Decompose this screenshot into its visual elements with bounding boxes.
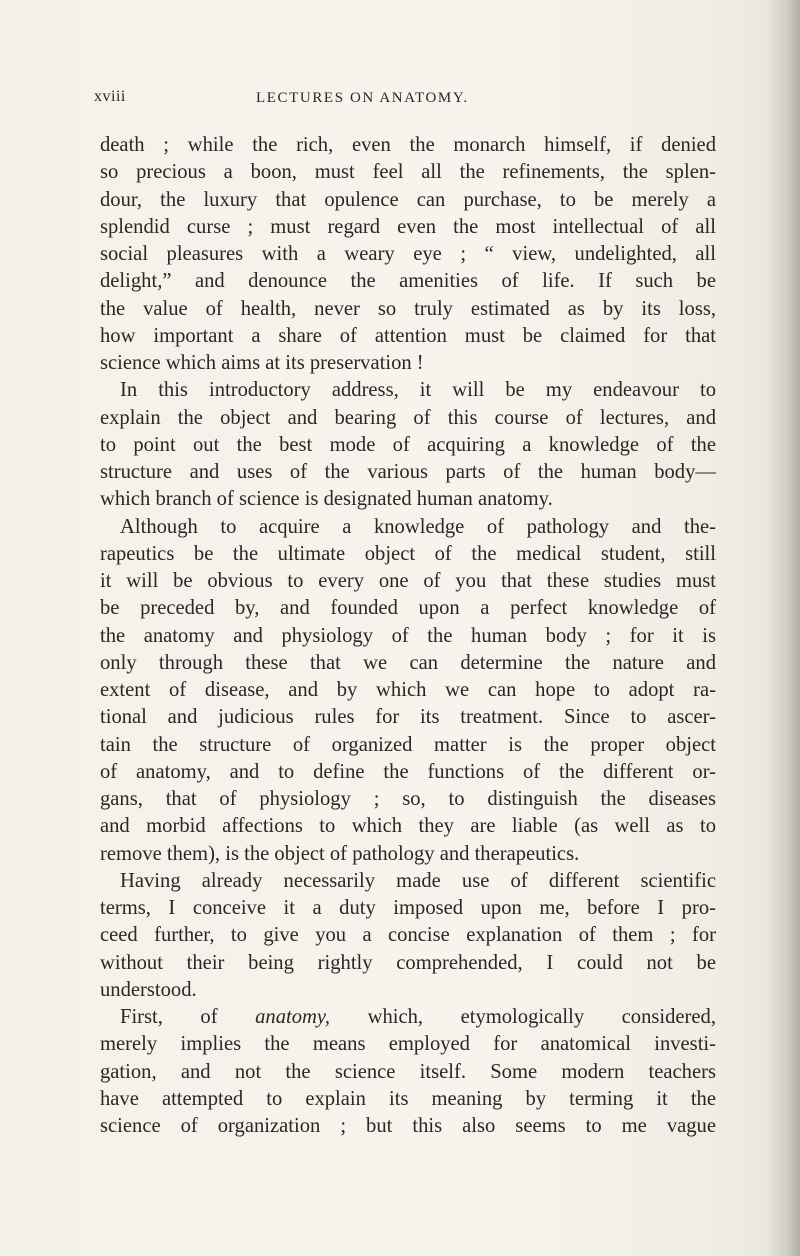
- text-line: of anatomy, and to define the functions of the different or-: [100, 760, 716, 783]
- text-line: ceed further, to give you a concise explanation of them ; for: [100, 924, 716, 947]
- page-header: [94, 88, 714, 118]
- binding-shadow: [766, 0, 800, 1256]
- text-line: the value of health, never so truly estimated as by its loss,: [100, 297, 716, 320]
- text-line: splendid curse ; must regard even the most intellectual of all: [100, 215, 716, 238]
- paragraph-start-line: [100, 1004, 716, 1031]
- text-line: tain the structure of organized matter is the proper object: [100, 733, 716, 756]
- paragraph-end-line: understood.: [100, 978, 197, 1001]
- text-line: delight,” and denounce the amenities of life. If such be: [100, 270, 716, 293]
- running-title: LECTURES ON ANATOMY.: [256, 90, 469, 106]
- paragraph-start-line: Having already necessarily made use of different scientific: [120, 869, 716, 892]
- body-text: [100, 132, 716, 1140]
- text-line: how important a share of attention must be claimed for that: [100, 324, 716, 347]
- text-line: the anatomy and physiology of the human body ; for it is: [100, 624, 716, 647]
- text-line: structure and uses of the various parts of the human body—: [100, 461, 716, 483]
- text-line: so precious a boon, must feel all the refinements, the splen-: [100, 161, 716, 184]
- text-line: and morbid affections to which they are liable (as well as to: [100, 815, 716, 838]
- text-line: gation, and not the science itself. Some modern teachers: [100, 1060, 716, 1083]
- text-line: dour, the luxury that opulence can purchase, to be merely a: [100, 188, 716, 211]
- text-line: extent of disease, and by which we can hope to adopt ra-: [100, 679, 716, 701]
- text-line: rapeutics be the ultimate object of the medical student, still: [100, 542, 716, 565]
- text-line: have attempted to explain its meaning by terming it the: [100, 1087, 716, 1110]
- paragraph-end-line: which branch of science is designated human anatomy.: [100, 488, 553, 511]
- paragraph-end-line: remove them), is the object of pathology and therapeutics.: [100, 842, 580, 865]
- text-line: social pleasures with a weary eye ; “ view, undelighted, all: [100, 243, 716, 265]
- text-line: it will be obvious to every one of you that these studies must: [100, 570, 716, 592]
- page-number: xviii: [94, 88, 126, 105]
- text-line: gans, that of physiology ; so, to distinguish the diseases: [100, 788, 716, 810]
- text-line: terms, I conceive it a duty imposed upon me, before I pro-: [100, 897, 716, 919]
- paragraph-start-line: In this introductory address, it will be my endeavour to: [120, 379, 716, 402]
- text-line: science of organization ; but this also seems to me vague: [100, 1115, 716, 1137]
- text-line: explain the object and bearing of this course of lectures, and: [100, 406, 716, 429]
- text-line: only through these that we can determine the nature and: [100, 651, 716, 674]
- text-line: to point out the best mode of acquiring a knowledge of the: [100, 433, 716, 456]
- text-line: tional and judicious rules for its treatment. Since to ascer-: [100, 706, 716, 729]
- text-fragment: First, of: [120, 1006, 218, 1028]
- text-fragment: which, etymologically considered,: [367, 1006, 716, 1028]
- paragraph-start-line: Although to acquire a knowledge of pathology and the-: [120, 515, 716, 538]
- text-line: death ; while the rich, even the monarch himself, if denied: [100, 134, 716, 156]
- italic-term: anatomy,: [255, 1006, 331, 1028]
- text-line: without their being rightly comprehended, I could not be: [100, 951, 716, 974]
- paragraph-end-line: science which aims at its preservation !: [100, 352, 424, 374]
- text-line: be preceded by, and founded upon a perfect knowledge of: [100, 597, 716, 620]
- text-line: merely implies the means employed for anatomical investi-: [100, 1033, 716, 1056]
